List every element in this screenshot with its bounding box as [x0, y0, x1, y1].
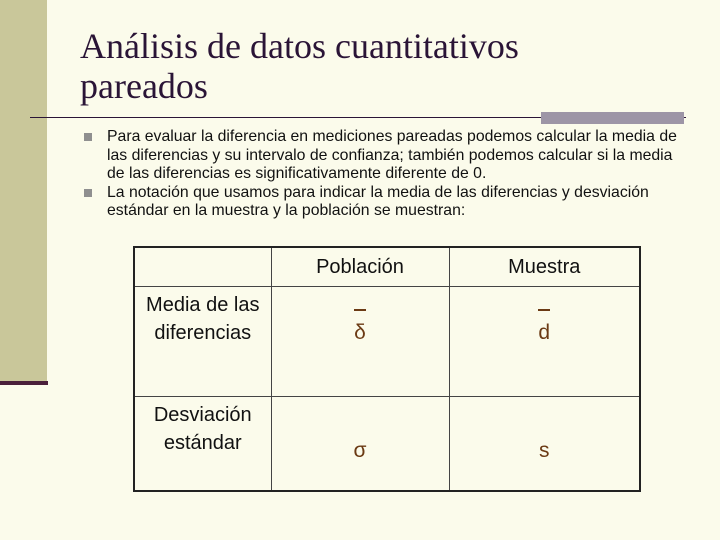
table-row [134, 287, 640, 397]
cell-sample-sd [449, 397, 640, 492]
cell-sample-mean [449, 287, 640, 397]
delta-bar-symbol: δ [354, 319, 366, 347]
cell-population-sd [271, 397, 449, 492]
decorative-side-bar [0, 0, 47, 383]
square-bullet-icon [84, 189, 92, 197]
s-symbol: s [539, 438, 550, 462]
side-bar-accent-line [0, 381, 48, 385]
table-header-empty [134, 247, 271, 287]
d-bar-symbol: d [538, 319, 550, 347]
square-bullet-icon [84, 133, 92, 141]
table-header-poblacion: Población [271, 247, 449, 287]
table-header-muestra: Muestra [449, 247, 640, 287]
row-label-desviacion: Desviación estándar [134, 397, 271, 492]
bullet-list [84, 128, 684, 221]
bullet-item [84, 184, 684, 221]
bullet-text: Para evaluar la diferencia en mediciones pareadas podemos calcular la media de las diferencias y su intervalo de confianza; también podemos calcular si la media de las diferencias es significativamente diferente de 0. [107, 128, 677, 182]
notation-table [133, 246, 641, 492]
cell-population-mean [271, 287, 449, 397]
row-label-media: Media de las diferencias [134, 287, 271, 397]
bullet-item [84, 128, 684, 184]
slide-title: Análisis de datos cuantitativos pareados [80, 26, 519, 106]
table-row [134, 397, 640, 492]
sigma-symbol: σ [353, 438, 367, 462]
table-header-row [134, 247, 640, 287]
title-divider-accent [541, 112, 684, 124]
bullet-text: La notación que usamos para indicar la media de las diferencias y desviación estándar en la muestra y la población se muestran: [107, 183, 649, 219]
